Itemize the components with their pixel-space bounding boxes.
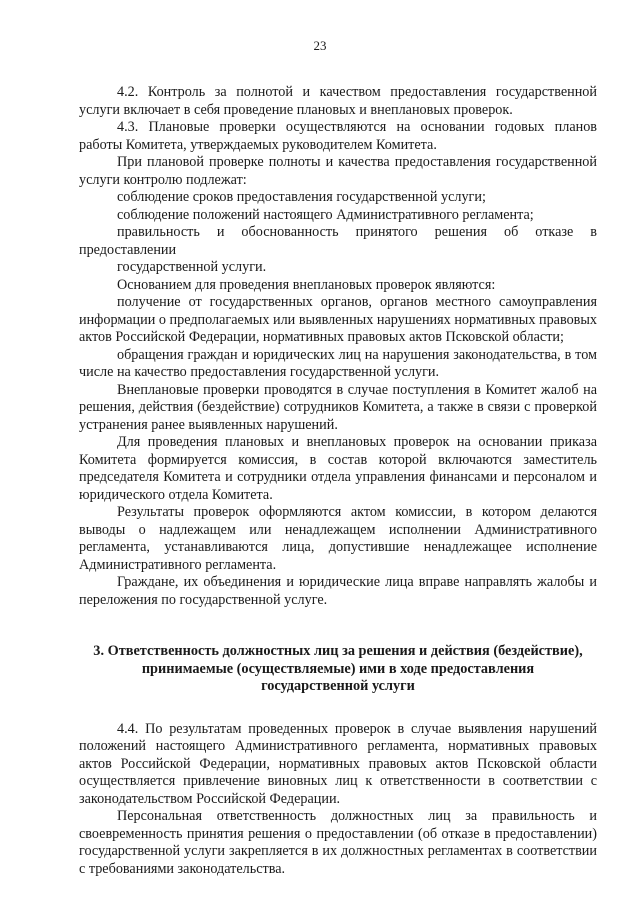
heading-line: государственной услуги xyxy=(261,678,415,694)
paragraph: предоставлении xyxy=(79,241,177,258)
page-number: 23 xyxy=(313,38,327,53)
document-body xyxy=(79,84,597,878)
paragraph: получение от государственных органов, органов местного самоуправления информации о предполагаемых или выявленных нарушениях нормативных правовых актов Российской Федерации, нормативных правовых актов Псковской области; xyxy=(79,294,597,345)
paragraph: При плановой проверке полноты и качества предоставления государственной услуги контролю подлежат: xyxy=(79,154,597,188)
paragraph: соблюдение положений настоящего Административного регламента; xyxy=(117,206,534,223)
paragraph: обращения граждан и юридических лиц на нарушения законодательства, в том числе на качество предоставления государственной услуги. xyxy=(79,346,597,380)
paragraph: 4.2. Контроль за полнотой и качеством предоставления государственной услуги включает в себя проведение плановых и внеплановых проверок. xyxy=(79,84,597,118)
paragraph: Граждане, их объединения и юридические лица вправе направлять жалобы и переложения по государственной услуге. xyxy=(79,574,597,608)
paragraph: Основанием для проведения внеплановых проверок являются: xyxy=(117,276,496,293)
responsibility-paragraphs xyxy=(79,721,597,879)
paragraph: 4.4. По результатам проведенных проверок в случае выявления нарушений положений настоящего Административного регламента, нормативных правовых актов Российской Федерации, нормативных правовых актов Псковской области осуществляется привлечение виновных лиц к ответственности в соответствии с законодательством Российской Федерации. xyxy=(79,720,597,807)
paragraph: Для проведения плановых и внеплановых проверок на основании приказа Комитета формируется комиссия, в состав которой включаются заместитель председателя Комитета и сотрудники отдела управления финансами и персоналом и юридического отдела Комитета. xyxy=(79,434,597,503)
section-paragraphs xyxy=(79,84,597,609)
paragraph: Персональная ответственность должностных лиц за правильность и своевременность принятия решения о предоставлении (об отказе в предоставлении) государственной услуги закрепляется в их должностных регламентах в соответствии с требованиями законодательства. xyxy=(79,808,597,877)
paragraph: соблюдение сроков предоставления государственной услуги; xyxy=(117,189,486,205)
paragraph: государственной услуги. xyxy=(117,259,267,275)
paragraph: Результаты проверок оформляются актом комиссии, в котором делаются выводы о надлежащем или ненадлежащем исполнении Административного регламента, устанавливаются лица, допустившие ненадлежащее исполнение Административного регламента. xyxy=(79,504,597,573)
paragraph: 4.3. Плановые проверки осуществляются на основании годовых планов работы Комитета, утверждаемых руководителем Комитета. xyxy=(79,119,597,153)
paragraph: Внеплановые проверки проводятся в случае поступления в Комитет жалоб на решения, действия (бездействие) сотрудников Комитета, а также в связи с проверкой устранения ранее выявленных нарушений. xyxy=(79,381,597,433)
section-heading xyxy=(79,643,597,696)
paragraph: правильность и обоснованность принятого решения об отказе в xyxy=(117,224,597,240)
heading-line: 3. Ответственность должностных лиц за решения и действия (бездействие), xyxy=(93,643,583,659)
heading-line: принимаемые (осуществляемые) ими в ходе предоставления xyxy=(141,660,535,677)
